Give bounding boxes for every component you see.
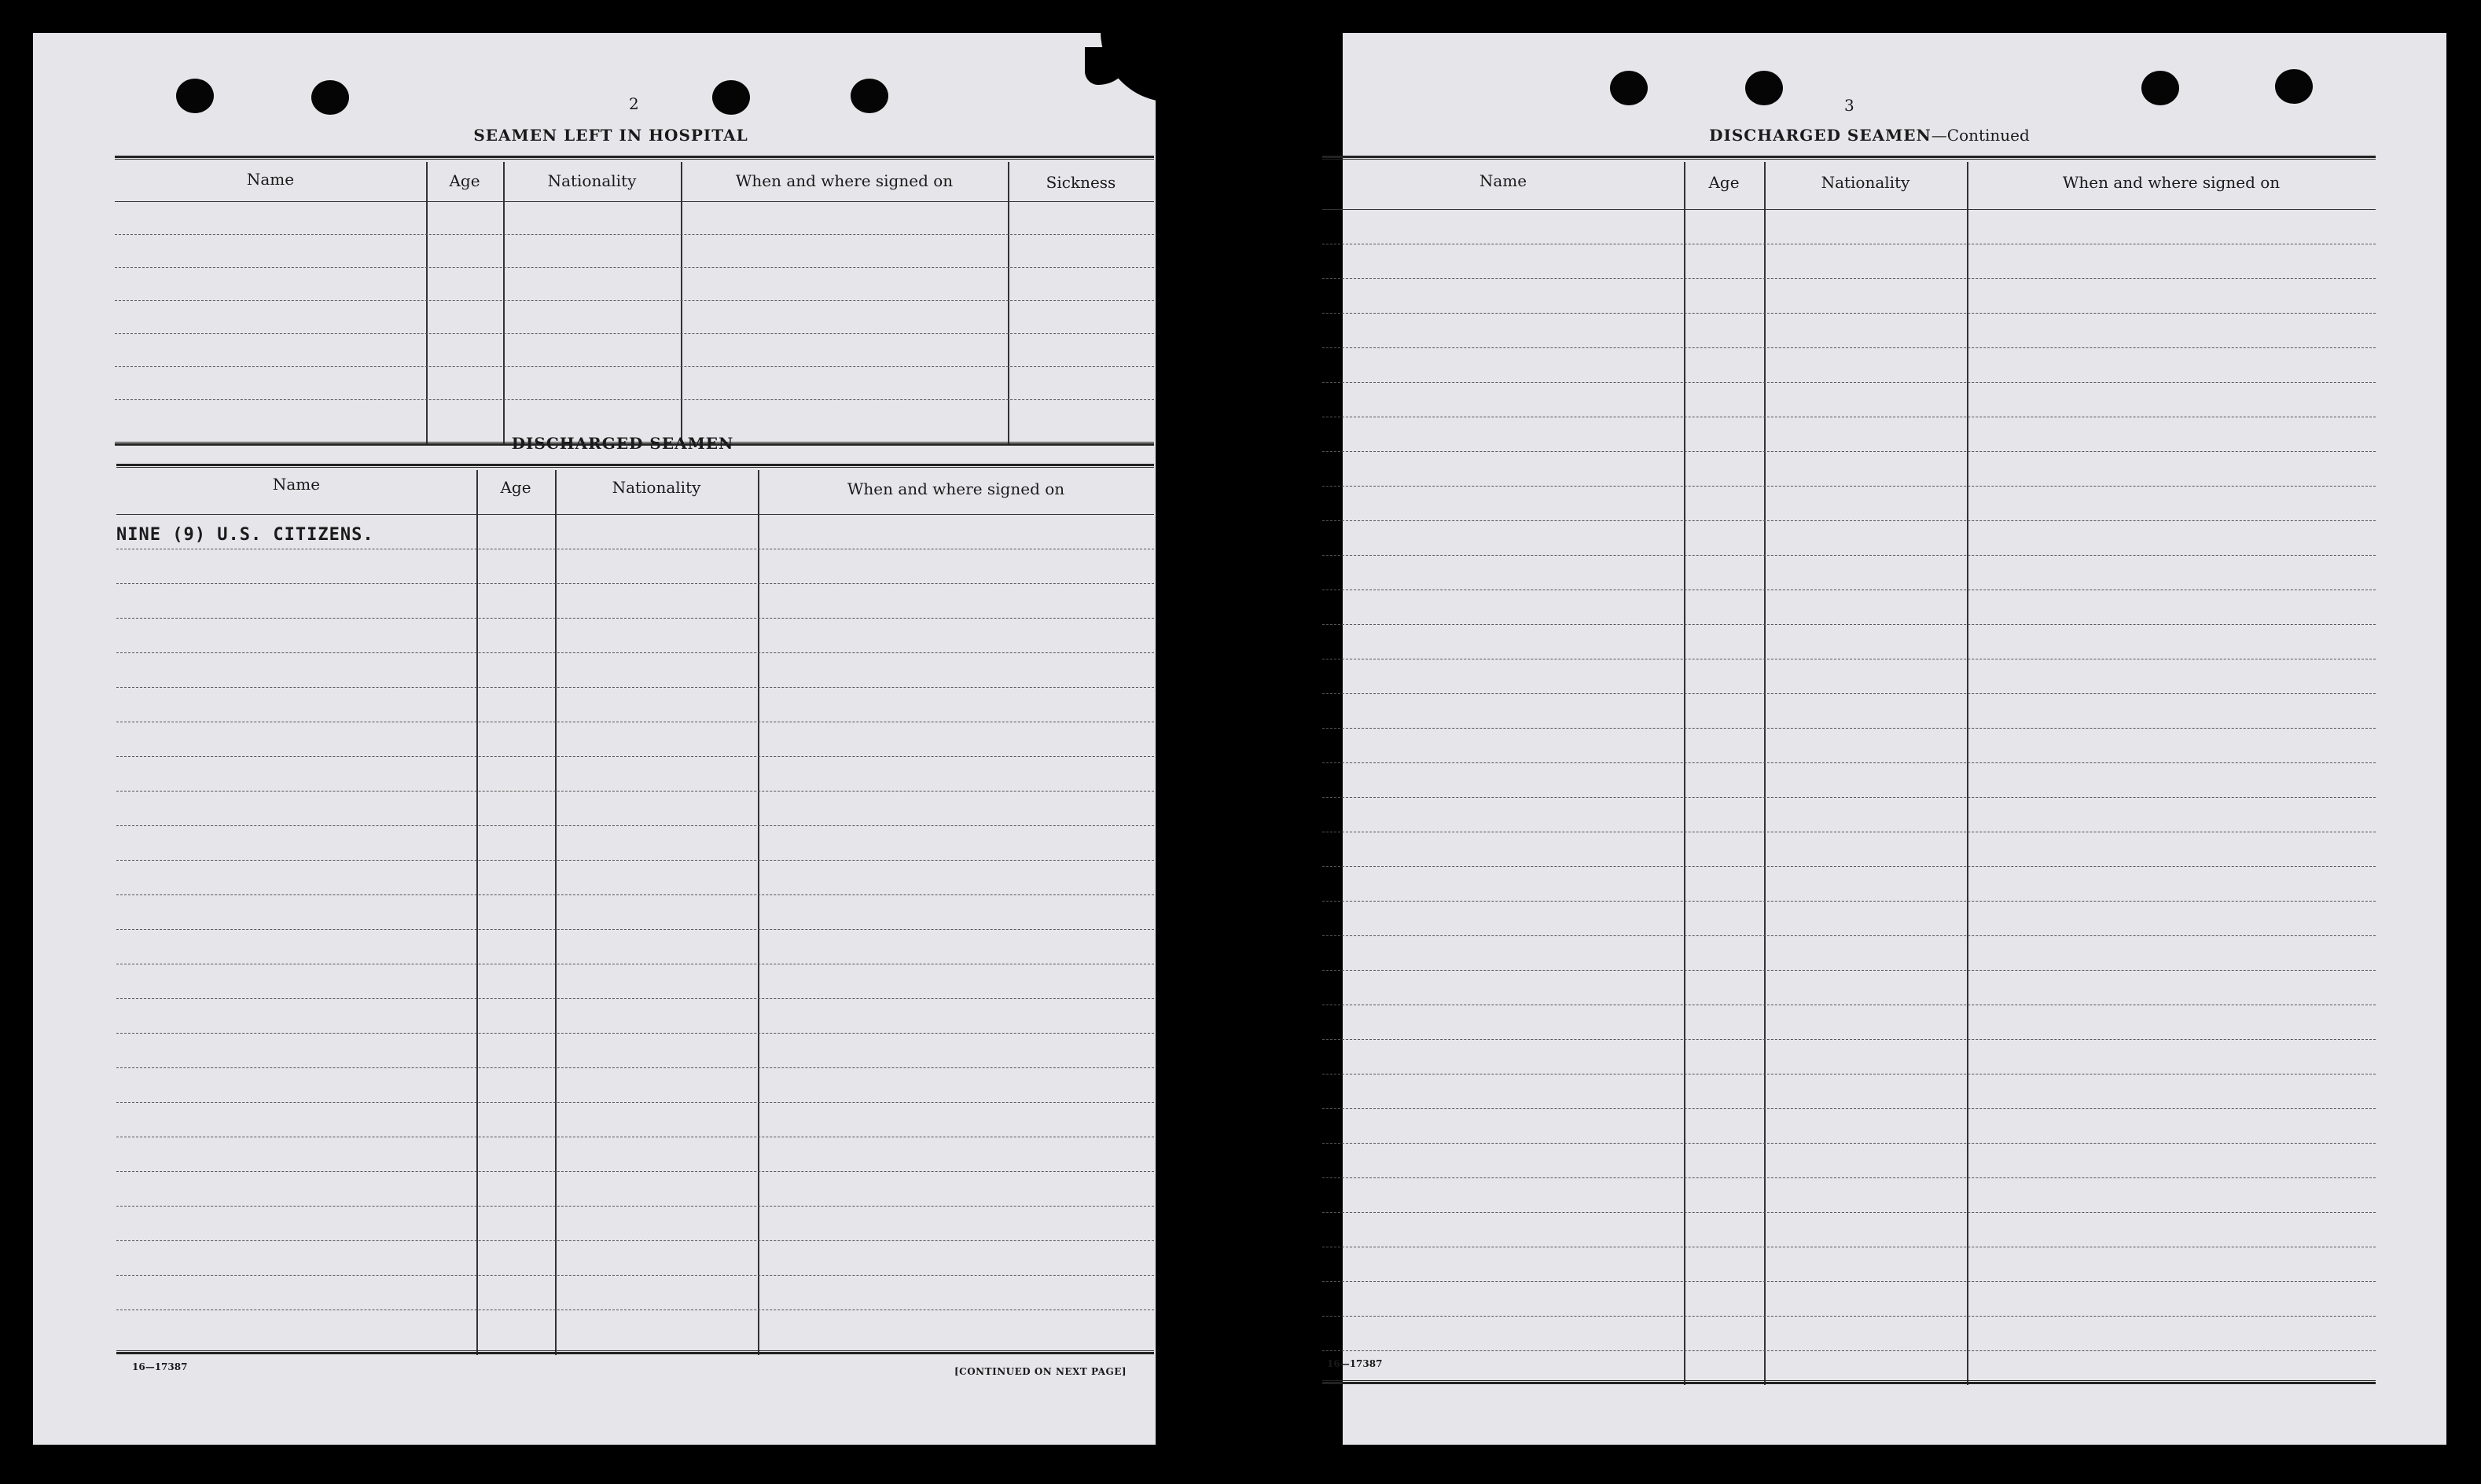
hospital-section-title: SEAMEN LEFT IN HOSPITAL [473, 126, 748, 145]
discharged-continued-table [1322, 156, 2376, 1390]
punch-hole [712, 80, 750, 115]
left-page [33, 33, 1156, 1445]
form-number: 16—17387 [132, 1361, 188, 1372]
column-header-name: Name [246, 170, 295, 189]
discharged-entry: NINE (9) U.S. CITIZENS. [116, 525, 374, 545]
column-header-signed-on: When and where signed on [735, 171, 954, 190]
discharged-section-title: DISCHARGED SEAMEN [511, 434, 734, 453]
punch-hole [176, 79, 214, 113]
title-suffix: —Continued [1931, 126, 2030, 145]
column-header-signed-on: When and where signed on [2062, 173, 2281, 192]
column-header-age: Age [500, 478, 531, 497]
column-header-name: Name [1479, 171, 1527, 190]
title-main: DISCHARGED SEAMEN [1709, 126, 1932, 145]
punch-hole [2141, 71, 2179, 105]
punch-hole [2275, 69, 2313, 104]
punch-hole [1745, 71, 1783, 105]
punch-hole [1610, 71, 1648, 105]
column-header-nationality: Nationality [612, 478, 701, 497]
continued-note: [CONTINUED ON NEXT PAGE] [954, 1366, 1127, 1377]
page-number: 2 [629, 94, 639, 113]
hospital-table [115, 156, 1154, 450]
column-header-sickness: Sickness [1046, 173, 1116, 192]
form-number: 16—17387 [1327, 1358, 1383, 1369]
column-header-nationality: Nationality [547, 171, 637, 190]
column-header-nationality: Nationality [1821, 173, 1910, 192]
column-header-age: Age [1708, 173, 1740, 192]
column-header-age: Age [449, 171, 480, 190]
right-page [1327, 33, 2446, 1445]
discharged-table [116, 464, 1154, 1360]
torn-edge [1101, 31, 1368, 102]
page-number: 3 [1844, 96, 1854, 115]
discharged-continued-title [1579, 126, 2160, 145]
punch-hole [851, 79, 888, 113]
column-header-name: Name [272, 475, 321, 494]
column-header-signed-on: When and where signed on [847, 479, 1065, 498]
punch-hole [311, 80, 349, 115]
